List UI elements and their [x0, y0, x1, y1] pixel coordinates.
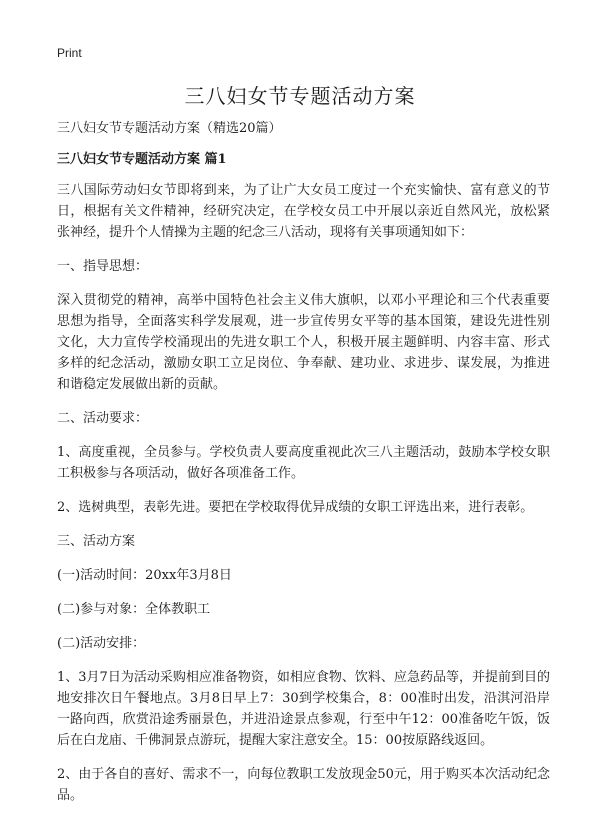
paragraph-arrangement-heading: (二)活动安排：	[57, 636, 146, 651]
document-title: 三八妇女节专题活动方案	[184, 84, 416, 108]
paragraph-arrangement-2: 2、由于各自的喜好、需求不一，向每位教职工发放现金50元，用于购买本次活动纪念品。	[57, 767, 550, 803]
heading-plan: 三、活动方案	[57, 534, 136, 549]
document-body	[57, 118, 550, 819]
print-link[interactable]: Print	[57, 46, 82, 60]
section-title: 三八妇女节专题活动方案 篇1	[57, 152, 227, 167]
heading-guiding-idea: 一、指导思想：	[57, 259, 149, 274]
document-subtitle: 三八妇女节专题活动方案（精选20篇）	[57, 121, 282, 136]
paragraph-arrangement-1: 1、3月7日为活动采购相应准备物资，如相应食物、饮料、应急药品等，并提前到目的地安排次日午餐地点。3月8日早上7：30到学校集合，8：00准时出发，沿淇河沿岸一路向西，欣赏沿途秀丽景色，并进沿途景点参观，行至中午12：00准备吃午饭，饭后在白龙庙、千佛洞景点游玩，提醒大家注意安全。15：00按原路线返回。	[57, 670, 550, 748]
paragraph-intro: 三八国际劳动妇女节即将到来，为了让广大女员工度过一个充实愉快、富有意义的节日，根据有关文件精神，经研究决定，在学校女员工中开展以亲近自然风光，放松紧张神经，提升个人情操为主题的纪念三八活动，现将有关事项通知如下：	[57, 183, 550, 240]
paragraph-guiding-idea: 深入贯彻党的精神，高举中国特色社会主义伟大旗帜，以邓小平理论和三个代表重要思想为指导，全面落实科学发展观，进一步宣传男女平等的基本国策，建设先进性别文化，大力宣传学校涌现出的先进女职工个人，积极开展主题鲜明、内容丰富、形式多样的纪念活动，激励女职工立足岗位、争奉献、建功业、求进步、谋发展，为推进和谐稳定发展做出新的贡献。	[57, 293, 550, 392]
paragraph-requirement-2: 2、选树典型，表彰先进。要把在学校取得优异成绩的女职工评选出来，进行表彰。	[57, 500, 534, 515]
heading-requirements: 二、活动要求：	[57, 411, 149, 426]
paragraph-time: (一)活动时间：20xx年3月8日	[57, 568, 232, 583]
paragraph-participants: (二)参与对象：全体教职工	[57, 602, 211, 617]
paragraph-requirement-1: 1、高度重视，全员参与。学校负责人要高度重视此次三八主题活动，鼓励本学校女职工积极参与各项活动，做好各项准备工作。	[57, 445, 550, 481]
